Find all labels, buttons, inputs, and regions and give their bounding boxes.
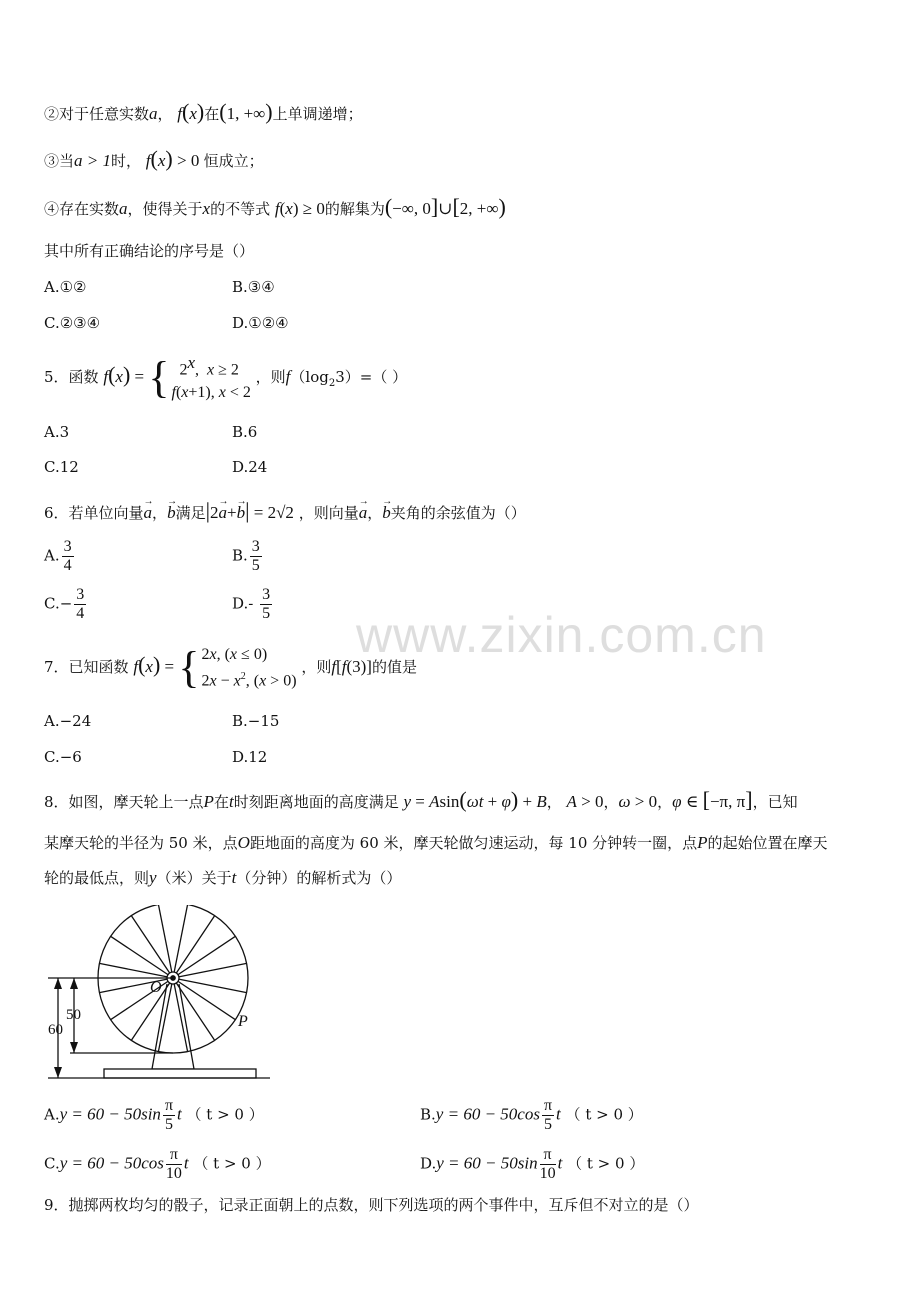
q7-option-a[interactable]: A.−24 xyxy=(44,712,92,730)
q5-option-d[interactable]: D.24 xyxy=(232,458,268,476)
q7-option-c[interactable]: C.−6 xyxy=(44,748,82,766)
q7-stem: 7．已知函数 f(x) = { 2x, (x ≤ 0) $2x - x^2$, (x > 0) ，则f[f(3)]的值是 xyxy=(44,643,417,692)
q7-option-d[interactable]: D.12 xyxy=(232,748,268,766)
q9-stem: 9．抛掷两枚均匀的骰子，记录正面朝上的点数，则下列选项的两个事件中，互斥但不对立的是（） xyxy=(44,1196,699,1214)
q4-statement-4: ④存在实数a，使得关于x的不等式 f(x) ≥ 0的解集为(−∞, 0]∪[2, +∞) xyxy=(44,194,506,219)
q6-option-b[interactable]: B. $\frac{3}{5}$ xyxy=(232,538,260,574)
ferris-wheel-figure xyxy=(40,905,270,1085)
q8-option-c[interactable]: C.y = 60 − 50cos $\frac{\pi}{10}$ t （ t > 0 ） xyxy=(44,1146,271,1182)
q6-stem: 6．若单位向量→ a，→ b满足|2→ a+→ b| = 2√2 ，则向量→ a，→ b夹角的余弦值为（） xyxy=(44,497,526,527)
q8-option-b[interactable]: B.y = 60 − 50cos $\frac{\pi}{5}$ t （ t > 0 ） xyxy=(420,1097,643,1133)
q6-option-a[interactable]: A. $\frac{3}{4}$ xyxy=(44,538,72,574)
q5-stem: 5．函数 f(x) = { 2$^x$, x ≥ 2 f(x+1), x < 2 ，则$f(\log_23)=$（ ） xyxy=(44,353,408,402)
label-60: 60 xyxy=(48,1022,63,1038)
label-o: O xyxy=(150,979,162,996)
q4-statement-2: ②对于任意实数a， f(x)在(1, +∞)上单调递增； xyxy=(44,99,363,124)
q5-option-a[interactable]: A.3 xyxy=(44,423,70,441)
q4-option-b[interactable]: B.③④ xyxy=(232,278,275,296)
q7-option-b[interactable]: B.−15 xyxy=(232,712,280,730)
label-50: 50 xyxy=(66,1007,81,1023)
q4-statement-3: ③当a > 1时， f(x) > 0 恒成立； xyxy=(44,146,264,171)
q8-line-3: 轮的最低点，则y（米）关于t（分钟）的解析式为（） xyxy=(44,868,402,887)
q4-option-a[interactable]: A.①② xyxy=(44,278,87,296)
q6-option-c[interactable]: C.− $\frac{3}{4}$ xyxy=(44,586,85,622)
q8-line-1: 8．如图，摩天轮上一点P在t时刻距离地面的高度满足 y = Asin(ωt + φ) + B， A > 0，ω > 0，φ ∈ [−π, π]，已知 xyxy=(44,787,798,812)
q5-option-c[interactable]: C.12 xyxy=(44,458,79,476)
q4-option-d[interactable]: D.①②④ xyxy=(232,314,289,332)
watermark: www.zixin.com.cn xyxy=(356,607,767,663)
q5-option-b[interactable]: B.6 xyxy=(232,423,258,441)
q4-option-c[interactable]: C.②③④ xyxy=(44,314,101,332)
label-p: P xyxy=(238,1013,248,1030)
q4-prompt: 其中所有正确结论的序号是（） xyxy=(44,242,255,260)
q6-option-d[interactable]: D.- $\frac{3}{5}$ xyxy=(232,586,271,622)
q8-line-2: 某摩天轮的半径为 50 米，点O距地面的高度为 60 米，摩天轮做匀速运动，每 10 分钟转一圈，点P的起始位置在摩天 xyxy=(44,833,828,852)
q8-option-a[interactable]: A.y = 60 − 50sin $\frac{\pi}{5}$ t （ t > 0 ） xyxy=(44,1097,264,1133)
q8-option-d[interactable]: D.y = 60 − 50sin $\frac{\pi}{10}$ t （ t > 0 ） xyxy=(420,1146,645,1182)
